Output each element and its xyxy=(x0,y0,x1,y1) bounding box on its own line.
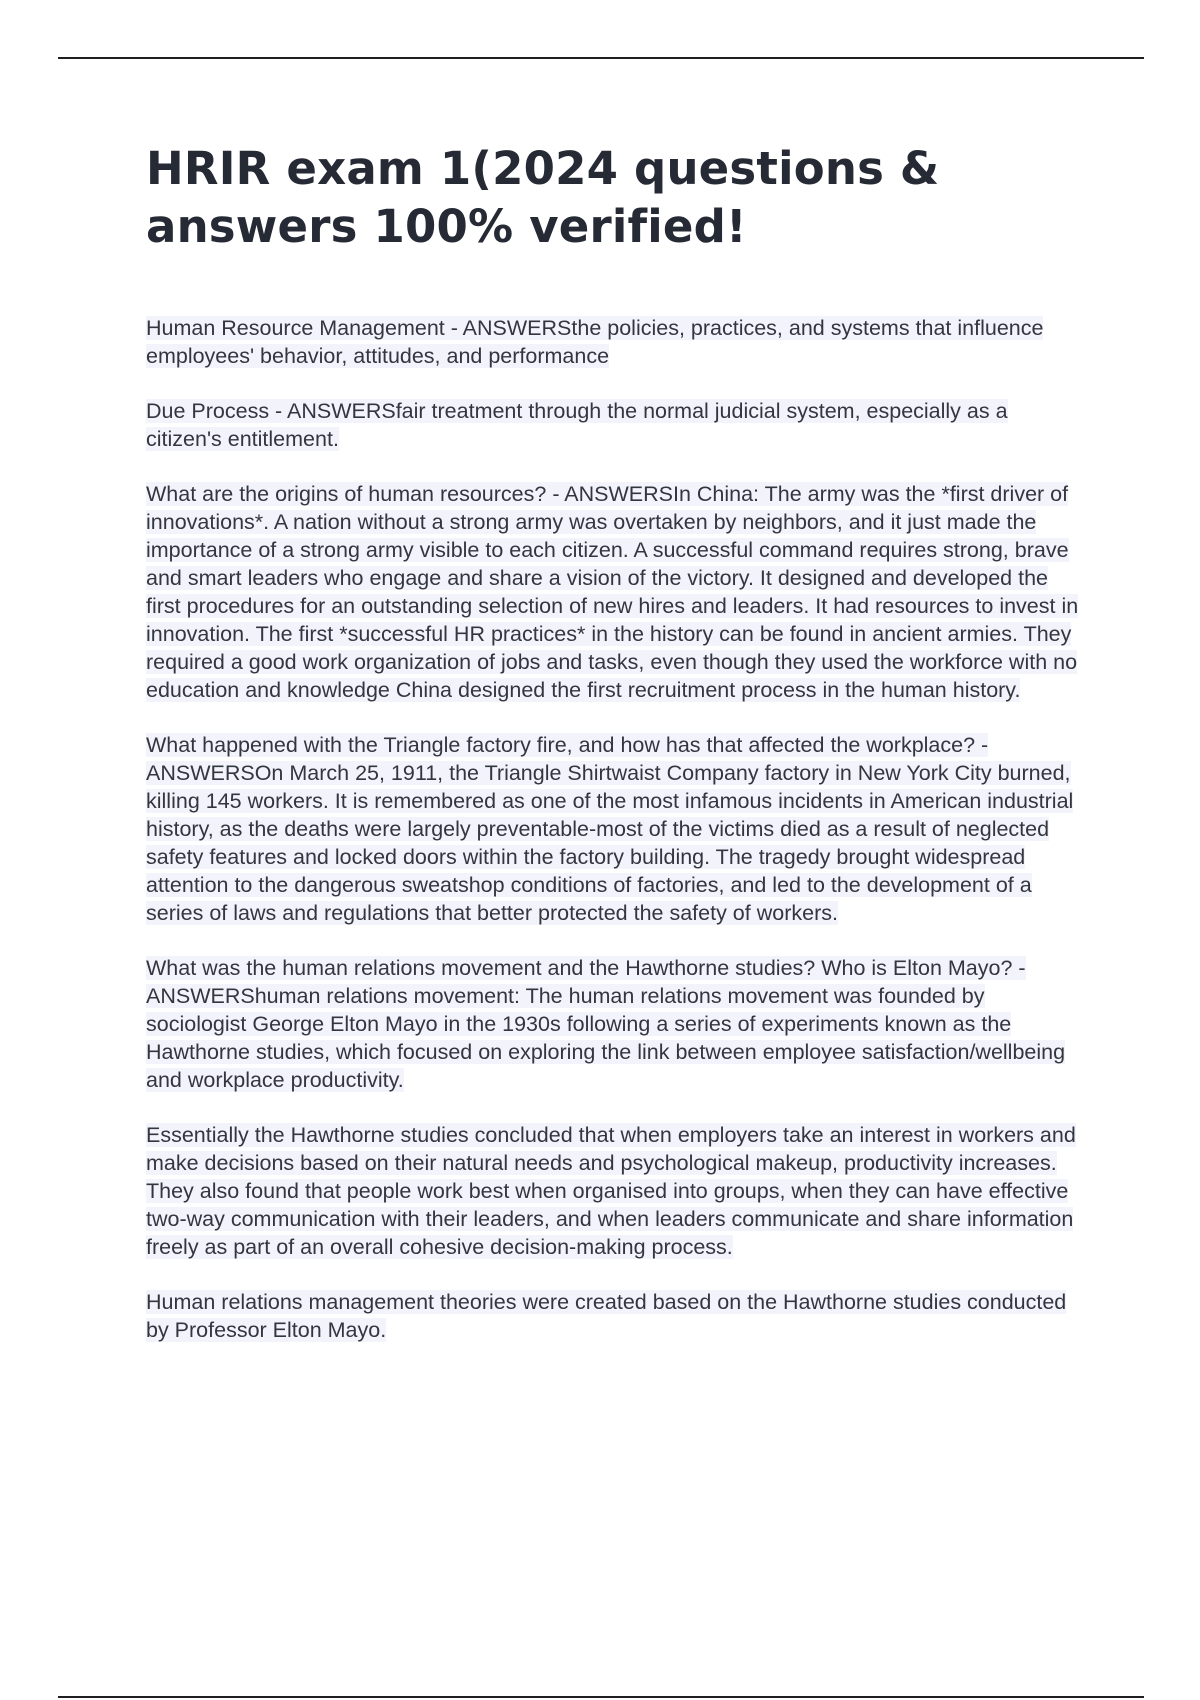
qa-text: What was the human relations movement and the Hawthorne studies? Who is Elton Mayo? - ANSWERShuman relations movement: The human relations movement was founded by sociologist George Elton Mayo in the 1930s following a series of experiments known as the Hawthorne studies, which focused on exploring the link between employee satisfaction/wellbeing and workplace productivity. xyxy=(146,956,1066,1092)
qa-text: Due Process - ANSWERSfair treatment through the normal judicial system, especially as a citizen's entitlement. xyxy=(146,399,1008,451)
qa-text: Essentially the Hawthorne studies concluded that when employers take an interest in workers and make decisions based on their natural needs and psychological makeup, productivity increases. They also found that people work best when organised into groups, when they can have effective two-way communication with their leaders, and when leaders communicate and share information freely as part of an overall cohesive decision-making process. xyxy=(146,1123,1076,1259)
qa-paragraph-hawthorne-conclusion xyxy=(146,1121,1086,1261)
qa-paragraph-origins xyxy=(146,480,1086,704)
qa-paragraph-hrm xyxy=(146,314,1086,370)
document-title: HRIR exam 1(2024 questions & answers 100% verified! xyxy=(146,142,940,253)
qa-paragraph-human-relations xyxy=(146,954,1086,1094)
qa-paragraph-due-process xyxy=(146,397,1086,453)
document-page xyxy=(146,140,1086,1371)
qa-text: What are the origins of human resources? - ANSWERSIn China: The army was the *first driver of innovations*. A nation without a strong army was overtaken by neighbors, and it just made the importance of a strong army visible to each citizen. A successful command requires strong, brave and smart leaders who engage and share a vision of the victory. It designed and developed the first procedures for an outstanding selection of new hires and leaders. It had resources to invest in innovation. The first *successful HR practices* in the history can be found in ancient armies. They required a good work organization of jobs and tasks, even though they used the workforce with no education and knowledge China designed the first recruitment process in the human history. xyxy=(146,482,1079,702)
qa-text: Human relations management theories were created based on the Hawthorne studies conducted by Professor Elton Mayo. xyxy=(146,1290,1067,1342)
qa-text: What happened with the Triangle factory fire, and how has that affected the workplace? - ANSWERSOn March 25, 1911, the Triangle Shirtwaist Company factory in New York City burned, killing 145 workers. It is remembered as one of the most infamous incidents in American industrial history, as the deaths were largely preventable-most of the victims died as a result of neglected safety features and locked doors within the factory building. The tragedy brought widespread attention to the dangerous sweatshop conditions of factories, and led to the development of a series of laws and regulations that better protected the safety of workers. xyxy=(146,733,1074,925)
qa-paragraph-triangle-fire xyxy=(146,731,1086,927)
qa-paragraph-hr-theories xyxy=(146,1288,1086,1344)
bottom-divider xyxy=(58,1696,1144,1698)
top-divider xyxy=(58,57,1144,59)
qa-text: Human Resource Management - ANSWERSthe policies, practices, and systems that influence employees' behavior, attitudes, and performance xyxy=(146,316,1044,368)
